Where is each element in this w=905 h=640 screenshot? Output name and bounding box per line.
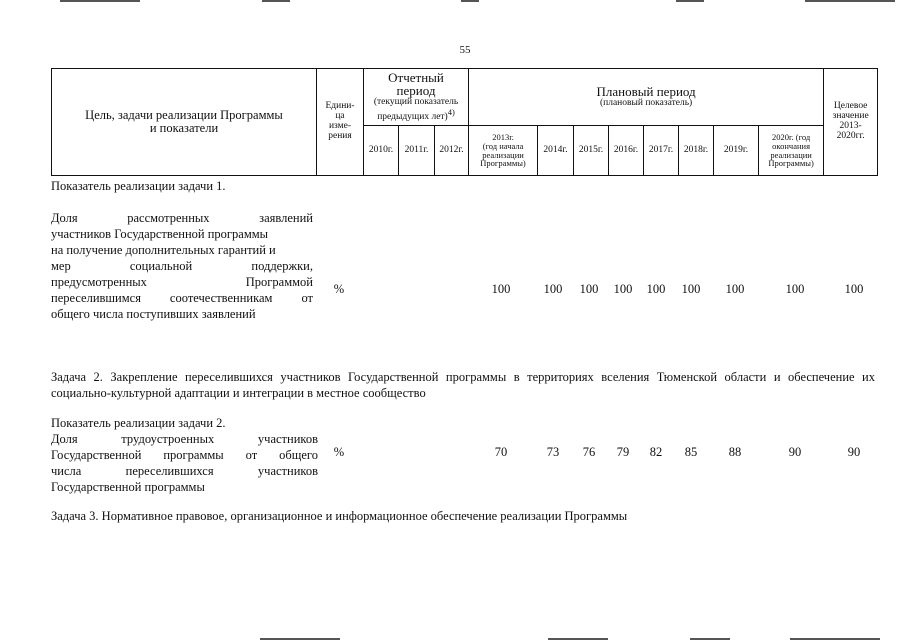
year-2012-header: 2012г. xyxy=(435,126,469,176)
year-2014-header: 2014г. xyxy=(538,126,574,176)
indicator-2-value-2016: 79 xyxy=(616,445,630,459)
year-2013-header: 2013г. (год начала реализации Программы) xyxy=(469,126,538,176)
indicator-1-value-2019: 100 xyxy=(725,282,745,296)
page-number: 55 xyxy=(459,44,471,56)
indicator-2-heading: Показатель реализации задачи 2. xyxy=(51,416,226,430)
year-2018-header: 2018г. xyxy=(679,126,714,176)
indicator-2-value-2017: 82 xyxy=(649,445,663,459)
indicator-1-target: 100 xyxy=(844,282,864,296)
indicator-2-target: 90 xyxy=(847,445,861,459)
indicator-1-unit: % xyxy=(333,282,345,296)
indicator-1-value-2017: 100 xyxy=(646,282,666,296)
indicator-2-text: Доля трудоустроенных участников Государственной программы от общего числа переселившихся участников Государственной программы xyxy=(51,432,318,494)
target-column-header: Целевое значение 2013- 2020гг. xyxy=(824,69,878,176)
indicator-2-value-2014: 73 xyxy=(546,445,560,459)
unit-column-header: Едини- ца изме- рения xyxy=(317,69,364,176)
indicator-1-value-2015: 100 xyxy=(579,282,599,296)
indicator-1-value-2016: 100 xyxy=(613,282,633,296)
indicator-2-value-2020: 90 xyxy=(788,445,802,459)
year-2020-header: 2020г. (год окончания реализации Программы) xyxy=(759,126,824,176)
indicator-2-value-2018: 85 xyxy=(684,445,698,459)
indicator-1-value-2018: 100 xyxy=(681,282,701,296)
indicator-2-value-2015: 76 xyxy=(582,445,596,459)
indicator-1-value-2013: 100 xyxy=(491,282,511,296)
header-table xyxy=(51,68,878,176)
indicator-1-text: Доля рассмотренных заявлений участников Государственной программы на получение дополнительных гарантий и мер социальной поддержки, предусмотренных Программой переселившимся соотечественникам от общего числа поступивших заявлений xyxy=(51,211,313,321)
indicator-2-value-2013: 70 xyxy=(494,445,508,459)
indicator-2-unit: % xyxy=(333,445,345,459)
year-2015-header: 2015г. xyxy=(574,126,609,176)
year-2016-header: 2016г. xyxy=(609,126,644,176)
year-2017-header: 2017г. xyxy=(644,126,679,176)
indicator-1-heading: Показатель реализации задачи 1. xyxy=(51,179,226,193)
planned-period-header: Плановый период (плановый показатель) xyxy=(469,69,824,126)
indicator-2-value-2019: 88 xyxy=(728,445,742,459)
year-2010-header: 2010г. xyxy=(364,126,399,176)
goal-column-header: Цель, задачи реализации Программы и показатели xyxy=(52,69,317,176)
year-2011-header: 2011г. xyxy=(399,126,435,176)
task-3-text: Задача 3. Нормативное правовое, организационное и информационное обеспечение реализации Программы xyxy=(51,509,628,523)
year-2019-header: 2019г. xyxy=(714,126,759,176)
reporting-period-header: Отчетный период (текущий показатель предыдущих лет)$^{4)}$ xyxy=(364,69,469,126)
indicator-1-value-2014: 100 xyxy=(543,282,563,296)
indicator-1-value-2020: 100 xyxy=(785,282,805,296)
task-2-text: Задача 2. Закрепление переселившихся участников Государственной программы в территориях вселения Тюменской области и обеспечение их социально-культурной адаптации и интеграции в местное сообщество xyxy=(51,370,875,400)
